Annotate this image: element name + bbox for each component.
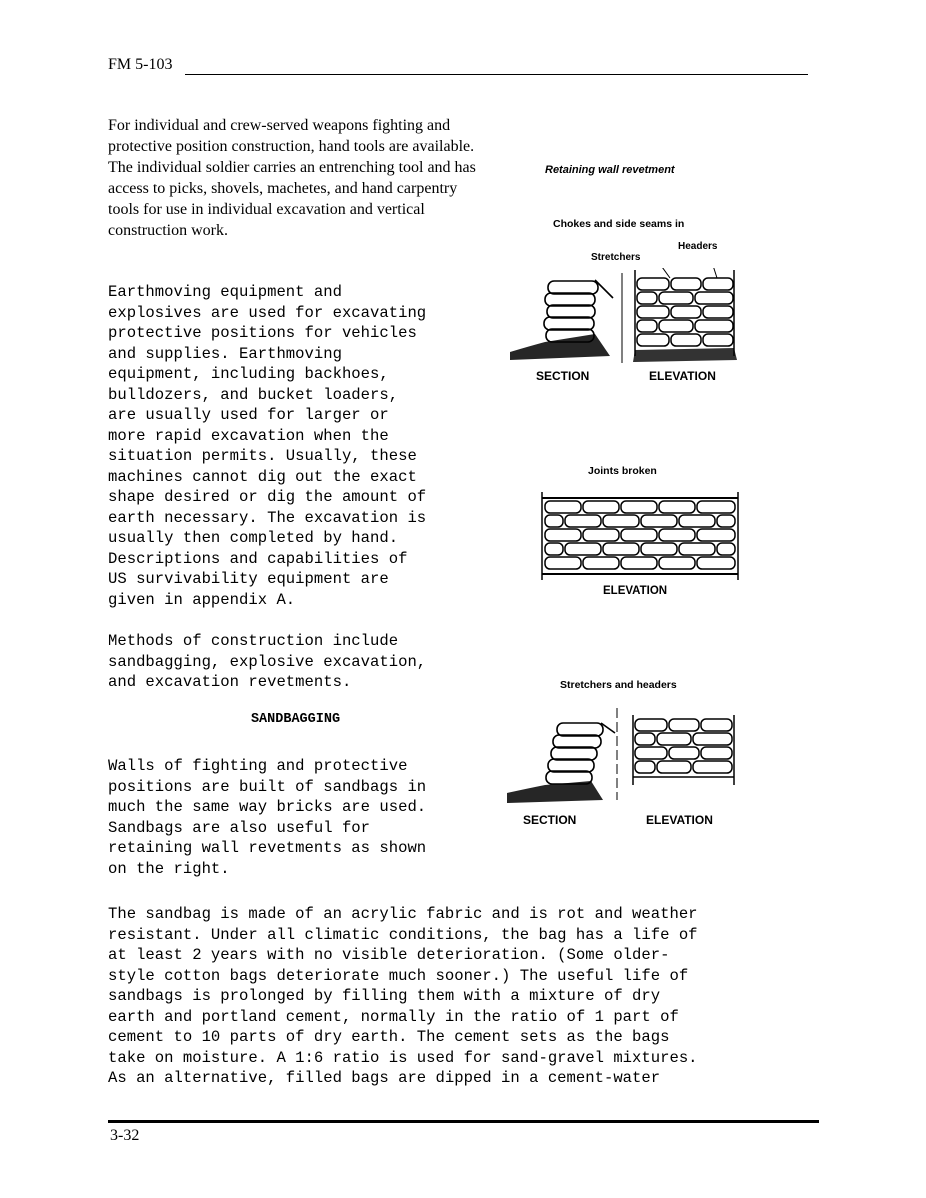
- panel3-drawing: [505, 705, 740, 810]
- text-line: retaining wall revetments as shown: [108, 839, 427, 857]
- panel1-label-section: SECTION: [536, 369, 590, 383]
- text-line: are usually used for larger or: [108, 406, 389, 424]
- panel3-label-elevation: ELEVATION: [646, 813, 713, 827]
- walls-paragraph: [108, 756, 426, 879]
- text-line: resistant. Under all climatic conditions, the bag has a life of: [108, 925, 698, 944]
- text-line: take on moisture. A 1:6 ratio is used for sand-gravel mixtures.: [108, 1048, 698, 1067]
- panel2-caption: Joints broken: [588, 465, 657, 477]
- panel3-caption: Stretchers and headers: [560, 679, 677, 691]
- text-line: at least 2 years with no visible deterioration. (Some older-: [108, 946, 670, 964]
- page-header-manual-id: FM 5-103: [108, 56, 173, 73]
- text-line: Earthmoving equipment and: [108, 283, 342, 301]
- text-line: As an alternative, filled bags are dipped in a cement-water: [108, 1069, 661, 1087]
- text-line: equipment, including backhoes,: [108, 365, 389, 383]
- sandbag-material-paragraph: [108, 904, 698, 1089]
- text-line: usually then completed by hand.: [108, 529, 399, 547]
- text-line: US survivability equipment are: [108, 570, 389, 588]
- text-line: Methods of construction include: [108, 632, 399, 650]
- text-line: sandbags is prolonged by filling them with a mixture of dry: [108, 987, 661, 1005]
- footer-rule: [108, 1120, 819, 1123]
- text-line: shape desired or dig the amount of: [108, 488, 427, 506]
- text-line: cement to 10 parts of dry earth. The cement sets as the bags: [108, 1028, 670, 1046]
- text-line: explosives are used for excavating: [108, 303, 427, 322]
- panel2-drawing: [540, 490, 740, 582]
- panel2-label-elevation: ELEVATION: [603, 585, 668, 597]
- panel1-label-elevation: ELEVATION: [649, 369, 716, 383]
- methods-paragraph: [108, 631, 426, 693]
- text-line: earth necessary. The excavation is: [108, 508, 427, 527]
- text-line: Sandbags are also useful for: [108, 818, 371, 837]
- section-heading-sandbagging: SANDBAGGING: [250, 712, 341, 727]
- panel1-section-ground: [510, 334, 610, 360]
- panel2-elevation-sandbags: [542, 492, 738, 580]
- text-line: given in appendix A.: [108, 590, 296, 609]
- text-line: protective positions for vehicles: [108, 324, 417, 342]
- text-line: style cotton bags deteriorate much sooner.) The useful life of: [108, 966, 689, 985]
- text-line: positions are built of sandbags in: [108, 777, 427, 796]
- text-line: and excavation revetments.: [108, 673, 352, 691]
- text-line: The sandbag is made of an acrylic fabric and is rot and weather: [108, 905, 698, 923]
- text-line: machines cannot dig out the exact: [108, 467, 417, 486]
- earthmoving-paragraph: [108, 282, 426, 610]
- text-line: bulldozers, and bucket loaders,: [108, 385, 399, 404]
- text-line: much the same way bricks are used.: [108, 798, 427, 816]
- panel1-label-headers: Headers: [678, 241, 718, 252]
- text-line: sandbagging, explosive excavation,: [108, 652, 427, 671]
- page-number: 3-32: [110, 1127, 140, 1144]
- text-line: Descriptions and capabilities of: [108, 549, 408, 568]
- panel1-elevation-ground: [633, 348, 737, 362]
- panel1-label-stretchers: Stretchers: [591, 252, 641, 263]
- panel1-drawing: [505, 268, 740, 368]
- intro-paragraph: For individual and crew-served weapons fighting and protective position construction, hand tools are available. The individual soldier carries an entrenching tool and has access to picks, shovels, machetes, and hand carpentry tools for use in individual excavation and vertical construction work.: [108, 117, 476, 239]
- text-line: more rapid excavation when the: [108, 426, 389, 445]
- panel3-elevation-sandbags: [633, 715, 734, 785]
- figure-title: Retaining wall revetment: [545, 164, 675, 176]
- panel3-label-section: SECTION: [523, 813, 577, 827]
- panel1-caption: Chokes and side seams in: [553, 218, 685, 230]
- panel1-elevation-sandbags: [635, 268, 734, 356]
- text-line: Walls of fighting and protective: [108, 757, 408, 775]
- text-line: and supplies. Earthmoving: [108, 344, 342, 363]
- panel3-section-ground: [507, 781, 603, 803]
- header-rule: [185, 74, 808, 75]
- text-line: earth and portland cement, normally in the ratio of 1 part of: [108, 1007, 679, 1026]
- text-line: on the right.: [108, 859, 230, 878]
- text-line: situation permits. Usually, these: [108, 447, 417, 465]
